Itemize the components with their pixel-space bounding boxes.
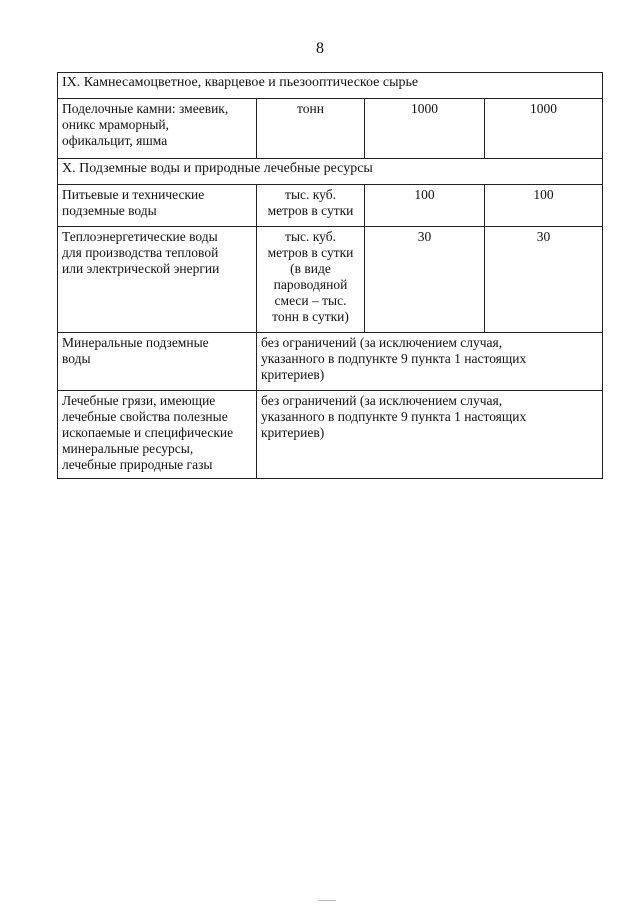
value-cell-b: 30 (485, 227, 603, 333)
unit-line: тонн в сутки) (272, 309, 349, 324)
value-cell-a: 30 (365, 227, 485, 333)
resource-name-cell (58, 99, 257, 159)
no-limit-line: указанного в подпункте 9 пункта 1 настоящих (261, 409, 527, 424)
table-row (58, 333, 603, 391)
no-limit-line: без ограничений (за исключением случая, (261, 393, 503, 408)
table-row (58, 227, 603, 333)
resource-name-cell (58, 333, 257, 391)
resource-name-line: Теплоэнергетические воды (62, 229, 218, 244)
resource-name-line: ископаемые и специфические (62, 425, 234, 440)
unit-line: тыс. куб. (285, 229, 336, 244)
table-row (58, 99, 603, 159)
value-cell-b: 100 (485, 185, 603, 227)
resource-name-line: лечебные природные газы (62, 457, 213, 472)
section-heading-row (58, 73, 603, 99)
value-cell-a: 100 (365, 185, 485, 227)
no-limit-line: критериев) (261, 367, 325, 382)
table-row (58, 185, 603, 227)
page-number: 8 (316, 40, 324, 57)
no-limit-line: критериев) (261, 425, 325, 440)
unit-cell (257, 227, 365, 333)
resource-name-line: оникс мраморный, (62, 117, 170, 132)
unit-line: пароводяной (273, 277, 348, 292)
resource-name-line: офикальцит, яшма (62, 133, 168, 148)
unit-line: метров в сутки (267, 203, 354, 218)
unit-cell (257, 185, 365, 227)
resource-name-line: воды (62, 351, 91, 366)
unit-line: метров в сутки (267, 245, 354, 260)
no-limit-line: без ограничений (за исключением случая, (261, 335, 503, 350)
section-heading: IX. Камнесамоцветное, кварцевое и пьезооптическое сырье (58, 73, 603, 99)
resource-name-line: или электрической энергии (62, 261, 220, 276)
resource-name-line: Поделочные камни: змеевик, (62, 101, 229, 116)
resource-name-line: подземные воды (62, 203, 157, 218)
resource-name-line: лечебные свойства полезные (62, 409, 228, 424)
limits-table (57, 72, 603, 479)
resource-name-line: Лечебные грязи, имеющие (62, 393, 216, 408)
resource-name-cell (58, 227, 257, 333)
no-limit-cell (257, 391, 603, 479)
resource-name-line: для производства тепловой (62, 245, 219, 260)
value-cell-b: 1000 (485, 99, 603, 159)
resource-name-cell (58, 185, 257, 227)
unit-cell (257, 99, 365, 159)
section-heading: X. Подземные воды и природные лечебные ресурсы (58, 159, 603, 185)
scan-artifact (318, 900, 336, 901)
value-cell-a: 1000 (365, 99, 485, 159)
table-row (58, 391, 603, 479)
unit-line: тонн (297, 101, 324, 116)
no-limit-cell (257, 333, 603, 391)
unit-line: (в виде (290, 261, 331, 276)
unit-line: тыс. куб. (285, 187, 336, 202)
resource-name-cell (58, 391, 257, 479)
resource-name-line: минеральные ресурсы, (62, 441, 194, 456)
unit-line: смеси – тыс. (274, 293, 347, 308)
resource-name-line: Минеральные подземные (62, 335, 209, 350)
no-limit-line: указанного в подпункте 9 пункта 1 настоящих (261, 351, 527, 366)
resource-name-line: Питьевые и технические (62, 187, 205, 202)
section-heading-row (58, 159, 603, 185)
